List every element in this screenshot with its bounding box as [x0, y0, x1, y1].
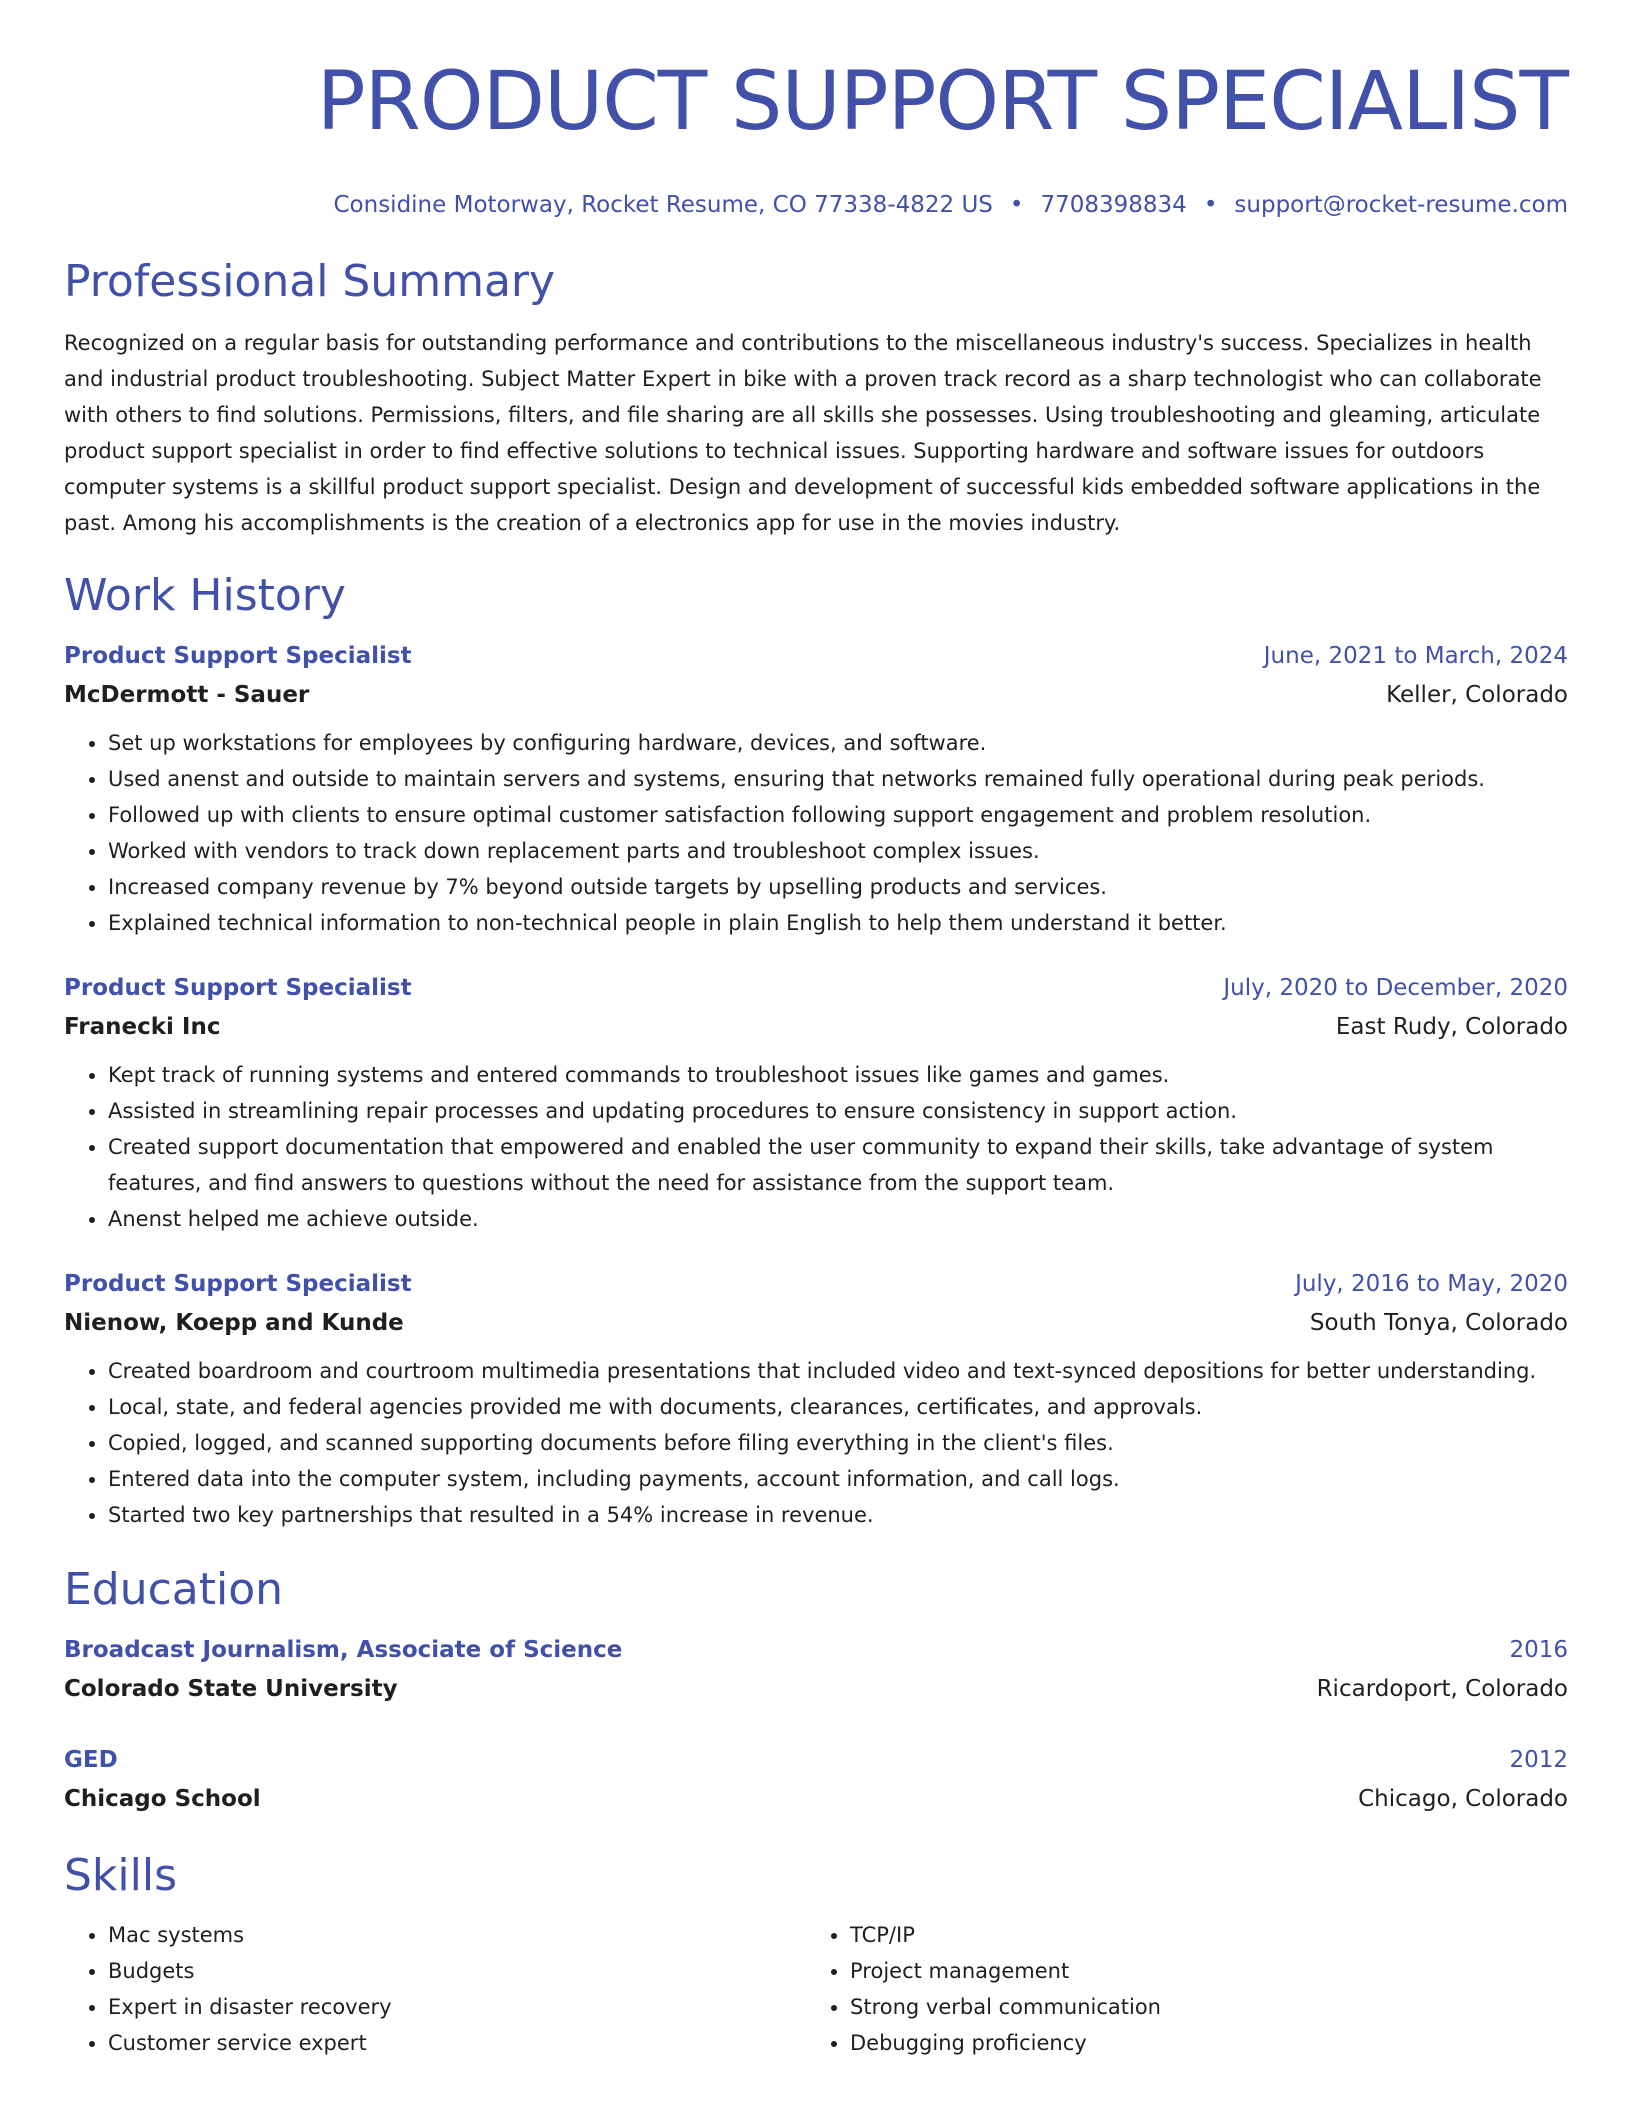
job-dates: June, 2021 to March, 2024: [1263, 643, 1568, 669]
skills-grid: [64, 1917, 1568, 2061]
summary-text: Recognized on a regular basis for outstanding performance and contributions to the miscellaneous industry's success. Specializes in health and industrial product troubleshooting. Subject Matter Expert in bike with a proven track record as a sharp technologist who can collaborate with others to find solutions. Permissions, filters, and file sharing are all skills she possesses. Using troubleshooting and gleaming, articulate product support specialist in order to find effective solutions to technical issues. Supporting hardware and software issues for outdoors computer systems is a skillful product support specialist. Design and development of successful kids embedded software applications in the past. Among his accomplishments is the creation of a electronics app for use in the movies industry.: [64, 331, 1542, 535]
education-school: Colorado State University: [64, 1676, 398, 1702]
job-bullet: • Local, state, and federal agencies provided me with documents, clearances, certificates, and approvals.: [108, 1389, 1568, 1425]
resume-title: PRODUCT SUPPORT SPECIALIST: [316, 55, 1568, 149]
job-dates: July, 2016 to May, 2020: [1295, 1271, 1568, 1297]
education-year: 2012: [1509, 1747, 1568, 1773]
resume-page: [64, 52, 1568, 2061]
job-bullet: • Created boardroom and courtroom multimedia presentations that included video and text-synced depositions for better understanding.: [108, 1353, 1568, 1389]
job-bullet: • Used anenst and outside to maintain servers and systems, ensuring that networks remained fully operational during peak periods.: [108, 761, 1568, 797]
skill-item: • Debugging proficiency: [850, 2025, 1548, 2061]
contact-separator: •: [1009, 192, 1024, 218]
job-entry: [64, 637, 1568, 941]
education-degree: Broadcast Journalism, Associate of Science: [64, 1637, 623, 1663]
job-bullet: • Created support documentation that empowered and enabled the user community to expand their skills, take advantage of system features, and find answers to questions without the need for assistance from the support team.: [108, 1129, 1568, 1201]
job-company: McDermott - Sauer: [64, 682, 310, 708]
contact-address: Considine Motorway, Rocket Resume, CO 77338-4822 US: [333, 192, 993, 218]
job-location: South Tonya, Colorado: [1309, 1310, 1568, 1336]
summary-heading: Professional Summary: [64, 256, 556, 307]
education-year: 2016: [1509, 1637, 1568, 1663]
job-bullet: • Anenst helped me achieve outside.: [108, 1201, 1568, 1237]
job-bullet: • Copied, logged, and scanned supporting documents before filing everything in the client's files.: [108, 1425, 1568, 1461]
education-location: Ricardoport, Colorado: [1316, 1676, 1568, 1702]
education-entry: [64, 1631, 1568, 1709]
skill-item: • Budgets: [108, 1953, 806, 1989]
job-bullet: • Increased company revenue by 7% beyond outside targets by upselling products and services.: [108, 869, 1568, 905]
skill-item: • Strong verbal communication: [850, 1989, 1548, 2025]
job-role: Product Support Specialist: [64, 643, 412, 669]
job-bullet: • Followed up with clients to ensure optimal customer satisfaction following support engagement and problem resolution.: [108, 797, 1568, 833]
job-entry: [64, 969, 1568, 1237]
job-bullet-list: [64, 725, 1568, 941]
job-bullet: • Entered data into the computer system, including payments, account information, and call logs.: [108, 1461, 1568, 1497]
job-bullet: • Started two key partnerships that resulted in a 54% increase in revenue.: [108, 1497, 1568, 1533]
job-bullet-list: [64, 1057, 1568, 1237]
job-bullet: • Worked with vendors to track down replacement parts and troubleshoot complex issues.: [108, 833, 1568, 869]
job-dates: July, 2020 to December, 2020: [1223, 975, 1568, 1001]
education-degree: GED: [64, 1747, 118, 1773]
education-school: Chicago School: [64, 1786, 261, 1812]
job-entry: [64, 1265, 1568, 1533]
work-history-heading: Work History: [64, 570, 346, 621]
skill-item: • Customer service expert: [108, 2025, 806, 2061]
job-bullet: • Kept track of running systems and entered commands to troubleshoot issues like games and games.: [108, 1057, 1568, 1093]
job-company: Nienow, Koepp and Kunde: [64, 1310, 404, 1336]
job-location: East Rudy, Colorado: [1335, 1014, 1568, 1040]
skill-item: • Mac systems: [108, 1917, 806, 1953]
job-company: Franecki Inc: [64, 1014, 221, 1040]
education-entry: [64, 1741, 1568, 1819]
job-role: Product Support Specialist: [64, 975, 412, 1001]
job-role: Product Support Specialist: [64, 1271, 412, 1297]
skill-item: • Project management: [850, 1953, 1548, 1989]
job-bullet: • Set up workstations for employees by configuring hardware, devices, and software.: [108, 725, 1568, 761]
job-bullet-list: [64, 1353, 1568, 1533]
skill-item: • Expert in disaster recovery: [108, 1989, 806, 2025]
contact-phone: 7708398834: [1040, 192, 1187, 218]
contact-email: support@rocket-resume.com: [1234, 192, 1568, 218]
skills-heading: Skills: [64, 1850, 178, 1901]
job-location: Keller, Colorado: [1386, 682, 1568, 708]
education-heading: Education: [64, 1564, 284, 1615]
contact-line: [64, 190, 1568, 220]
job-bullet: • Assisted in streamlining repair processes and updating procedures to ensure consistency in support action.: [108, 1093, 1568, 1129]
skills-list-right: [806, 1917, 1548, 2061]
skills-list-left: [64, 1917, 806, 2061]
contact-separator: •: [1203, 192, 1218, 218]
job-bullet: • Explained technical information to non-technical people in plain English to help them understand it better.: [108, 905, 1568, 941]
education-location: Chicago, Colorado: [1358, 1786, 1568, 1812]
skill-item: • TCP/IP: [850, 1917, 1548, 1953]
